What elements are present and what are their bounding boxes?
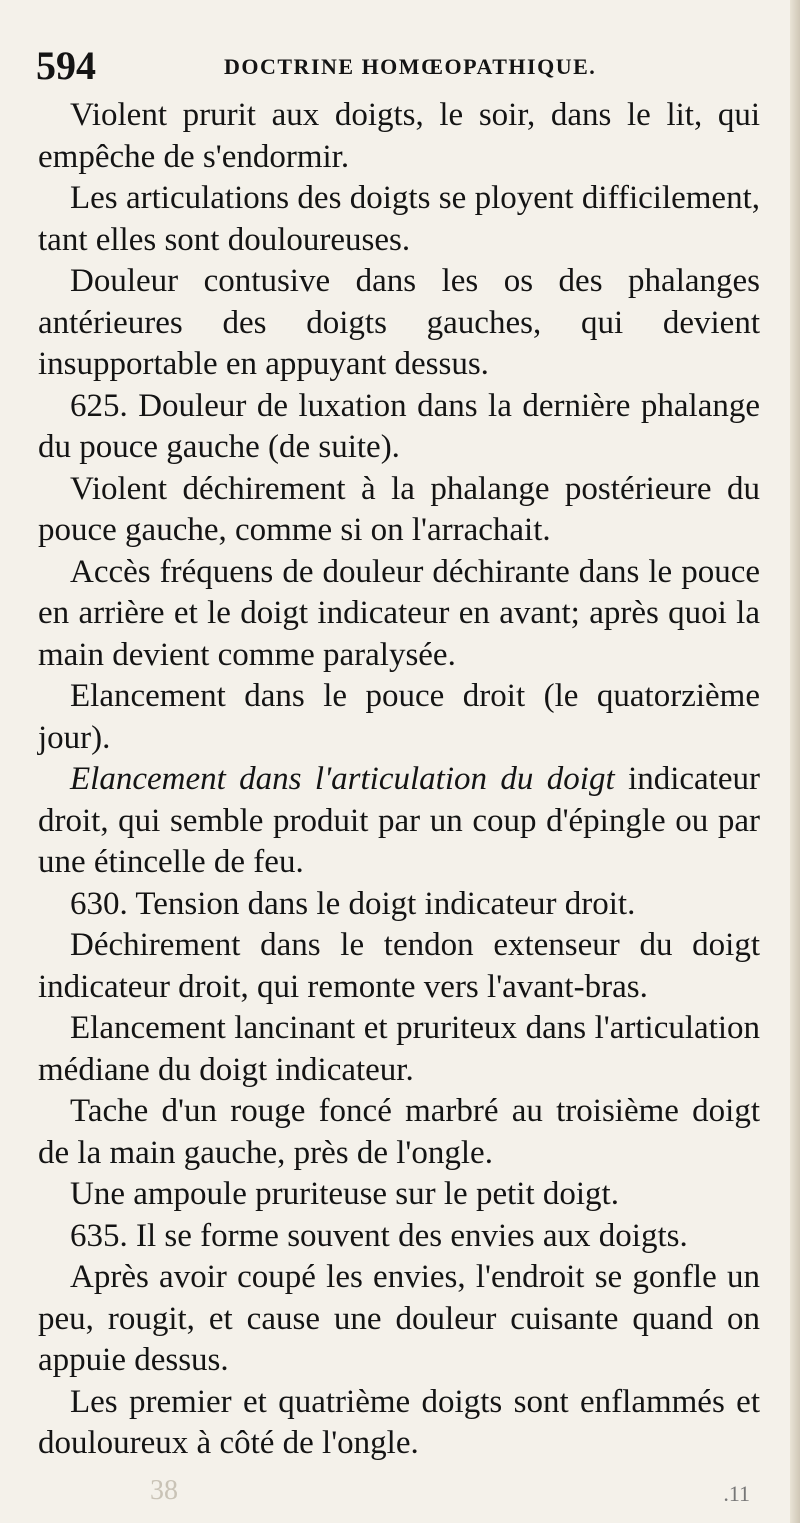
paragraph bbox=[38, 759, 760, 884]
page-body bbox=[38, 95, 760, 1465]
paragraph: Tache d'un rouge foncé marbré au troisième doigt de la main gauche, près de l'ongle. bbox=[38, 1093, 760, 1171]
paragraph: Les articulations des doigts se ployent difficilement, tant elles sont douloureuses. bbox=[38, 180, 760, 258]
paragraph: Violent prurit aux doigts, le soir, dans le lit, qui empêche de s'endormir. bbox=[38, 97, 760, 175]
paragraph: Elancement dans le pouce droit (le quatorzième jour). bbox=[38, 678, 760, 756]
paragraph: 630. Tension dans le doigt indicateur droit. bbox=[70, 885, 636, 922]
paragraph-text: indicateur droit, qui semble produit par un coup d'épingle ou par une étincelle de feu. bbox=[38, 761, 761, 880]
paragraph: Accès fréquens de douleur déchirante dans le pouce en arrière et le doigt indicateur en avant; après quoi la main devient comme paralysée. bbox=[38, 553, 760, 673]
paragraph: Après avoir coupé les envies, l'endroit se gonfle un peu, rougit, et cause une douleur cuisante quand on appuie dessus. bbox=[38, 1259, 760, 1378]
paragraph: 635. Il se forme souvent des envies aux doigts. bbox=[70, 1217, 688, 1254]
paragraph: 625. Douleur de luxation dans la dernière phalange du pouce gauche (de suite). bbox=[38, 387, 760, 465]
paragraph: Elancement lancinant et pruriteux dans l'articulation médiane du doigt indicateur. bbox=[38, 1010, 760, 1088]
paragraph: Douleur contusive dans les os des phalanges antérieures des doigts gauches, qui devient insupportable en appuyant dessus. bbox=[38, 263, 760, 382]
signature-mark: 38 bbox=[150, 1475, 178, 1506]
page-edge-shadow bbox=[790, 0, 800, 1523]
paragraph: Violent déchirement à la phalange postérieure du pouce gauche, comme si on l'arrachait. bbox=[38, 470, 760, 548]
corner-mark: .11 bbox=[723, 1481, 750, 1506]
page-number: 594 bbox=[36, 43, 96, 88]
italic-phrase: Elancement dans l'articulation du doigt bbox=[70, 761, 615, 797]
paragraph: Déchirement dans le tendon extenseur du doigt indicateur droit, qui remonte vers l'avant-bras. bbox=[38, 927, 760, 1005]
paragraph: Les premier et quatrième doigts sont enflammés et douloureux à côté de l'ongle. bbox=[38, 1383, 760, 1461]
paragraph: Une ampoule pruriteuse sur le petit doigt. bbox=[70, 1176, 619, 1212]
page-header bbox=[0, 42, 800, 88]
running-title: DOCTRINE HOMŒOPATHIQUE. bbox=[224, 54, 597, 79]
